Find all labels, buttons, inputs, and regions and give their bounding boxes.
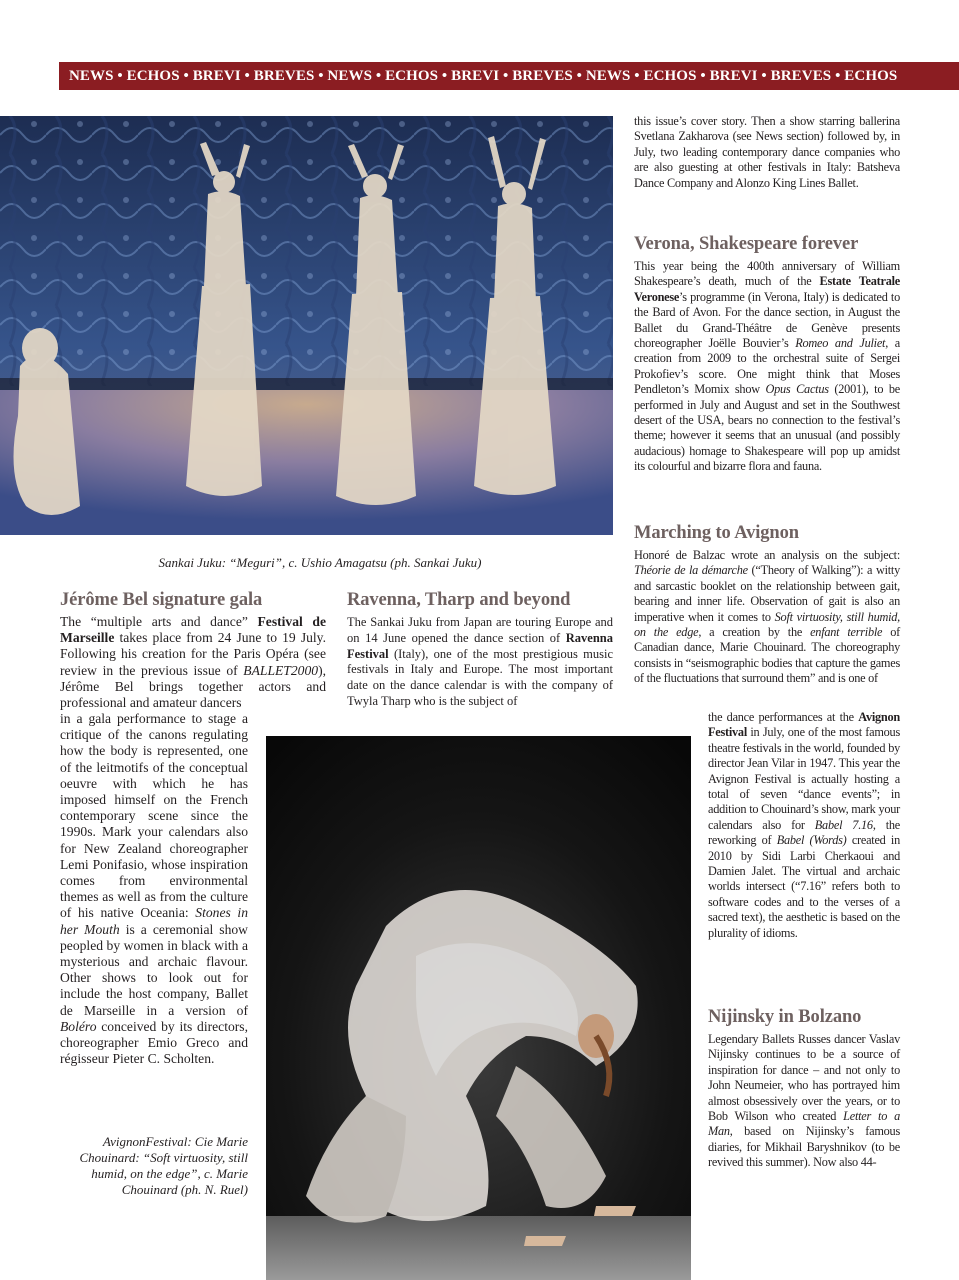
bel-text: is a ceremonial show peopled by women in black with a mysterious and archaic flavour. Other shows to look out for include the host company, Ballet de Marseille in a version of [60, 921, 248, 1018]
nijinsky-paragraph [708, 1032, 900, 1171]
sankai-juku-photo [0, 116, 613, 535]
verona-text: , a creation from 2009 to the orchestral suite of Sergei Prokofiev’s score. One might think that Moses Pendleton’s Momix show [634, 336, 900, 397]
avignon-show-title: Soft virtuosity, still humid, on the edge [634, 609, 900, 640]
verona-paragraph [634, 259, 900, 475]
avignon-show-title: Babel (Words) [776, 833, 847, 848]
ravenna-heading: Ravenna, Tharp and beyond [347, 590, 571, 610]
bel-text: conceived by its directors, choreographer Emio Greco and régisseur Pieter C. Scholten. [60, 1018, 248, 1067]
avignon-show-title: Babel 7.16 [814, 817, 873, 832]
chouinard-photo [266, 736, 691, 1280]
verona-show-title: Romeo and Juliet [795, 336, 886, 351]
nijinsky-text: , based on Nijinsky’s famous diaries, for Mikhail Baryshnikov (to be revived this summer). Now also 44- [708, 1124, 900, 1170]
bel-festival-name: Festival de Marseille [60, 614, 327, 646]
avignon-text: Honoré de Balzac wrote an analysis on the subject: [634, 548, 900, 562]
avignon-text: , the reworking of [708, 817, 900, 848]
chouinard-caption: AvignonFestival: Cie Marie Chouinard: “Soft virtuosity, still humid, on the edge”, c. Marie Chouinard (ph. N. Ruel) [79, 1134, 248, 1197]
verona-text: (2001), to be performed in July and August and set in the Southwest desert of the USA, bears no connection to the festival’s theme; however it seems that an unusual (and possibly audacious) homage to Shakespeare will pop up amidst its colourful and bizarre flora and fauna. [634, 382, 900, 474]
verona-show-title: Opus Cactus [765, 382, 829, 397]
bel-show-title: Stones in her Mouth [60, 905, 248, 937]
avignon-paragraph-narrow [708, 710, 900, 941]
right-top-paragraph: this issue’s cover story. Then a show starring ballerina Svetlana Zakharova (see News section) followed by, in July, two leading contemporary dance companies who are also guesting at other festivals in Italy: Batsheva Dance Company and Alonzo King Lines Ballet. [634, 114, 900, 190]
avignon-phrase: enfant terrible [810, 625, 883, 640]
ravenna-festival-name: Ravenna Festival [347, 630, 613, 661]
avignon-text: created in 2010 by Sidi Larbi Cherkaoui and Damien Jalet. The virtual and archaic worlds intersect (“7.16” refers both to software codes and to the verses of a sacred text), the aesthetic is based on the plurality of idioms. [708, 833, 900, 940]
bel-text: ), Jérôme Bel brings together actors and professional and amateur dancers [60, 662, 326, 711]
ravenna-text: (Italy), one of the most prestigious music festivals in Italy and Europe. The most important date on the dance calendar is with the company of Twyla Tharp who is the subject of [347, 646, 613, 708]
bel-heading: Jérôme Bel signature gala [60, 590, 263, 610]
nijinsky-text: Legendary Ballets Russes dancer Vaslav Nijinsky continues to be a source of inspiration for dance – and not only to John Neumeier, who has portrayed him almost obsessively over the years, or to Bob Wilson who created [708, 1032, 900, 1124]
bel-text: The “multiple arts and dance” [60, 614, 258, 629]
nijinsky-show-title: Letter to a Man [708, 1109, 900, 1139]
avignon-paragraph-wide [634, 548, 900, 687]
verona-heading: Verona, Shakespeare forever [634, 234, 859, 254]
avignon-festival-name: Avignon Festival [708, 710, 900, 740]
nijinsky-heading: Nijinsky in Bolzano [708, 1007, 862, 1027]
avignon-text: the dance performances at the [708, 710, 859, 724]
bel-paragraph-2 [60, 711, 248, 1067]
avignon-heading: Marching to Avignon [634, 523, 799, 543]
bel-paragraph-1 [60, 614, 326, 711]
avignon-text: in July, one of the most famous theatre festivals in the world, founded by director Jean Vilar in 1947. This year the Avignon Festival is actually hosting a total of seven “dance events”; in addition to Chouinard’s show, mark your calendars also for [708, 725, 900, 832]
avignon-text: (“Theory of Walking”): a witty and sarcastic booklet on the relationship between gait, bearing and inner life. Observation of gait is also an imperative when it comes to [634, 563, 900, 624]
avignon-text: , a creation by the [698, 625, 811, 640]
bel-text: takes place from 24 June to 19 July. Following his creation for the Paris Opéra (see review in the previous issue of [60, 630, 326, 678]
avignon-book-title: Théorie de la démarche [634, 563, 748, 578]
verona-festival-name: Estate Teatrale Veronese [634, 274, 900, 304]
chouinard-image [266, 736, 691, 1280]
sankai-juku-caption: Sankai Juku: “Meguri”, c. Ushio Amagatsu (ph. Sankai Juku) [158, 555, 482, 570]
bel-text: in a gala performance to stage a critique of the canons regulating how the body is represented, one of the leitmotifs of the conceptual oeuvre with which he has imposed himself on the French contemporary scene since the 1990s. Mark your calendars also for New Zealand choreographer Lemi Ponifasio, whose inspiration comes from environmental themes as well as from the culture of his native Oceania: [60, 711, 248, 921]
ravenna-text: The Sankai Juku from Japan are touring Europe and on 14 June opened the dance section of [347, 615, 613, 645]
sankai-juku-image [0, 116, 613, 535]
bel-magazine-title: BALLET2000 [243, 662, 319, 678]
verona-text: ’s programme (in Verona, Italy) is dedicated to the Bard of Avon. For the dance section, in August the Ballet du Grand-Théâtre de Genève presents choreographer Joëlle Bouvier’s [634, 289, 900, 351]
ravenna-paragraph [347, 615, 613, 710]
avignon-text: of Canadian dance, Marie Chouinard. The choreography consists in “seismographic bodies that capture the games of the fluctuations that surround them” and is one of [634, 625, 900, 686]
bel-show-title: Boléro [60, 1018, 97, 1034]
verona-text: This year being the 400th anniversary of William Shakespeare’s death, much of the [634, 259, 900, 289]
section-banner: NEWS • ECHOS • BREVI • BREVES • NEWS • ECHOS • BREVI • BREVES • NEWS • ECHOS • BREVI • BREVES • ECHOS [59, 62, 959, 90]
